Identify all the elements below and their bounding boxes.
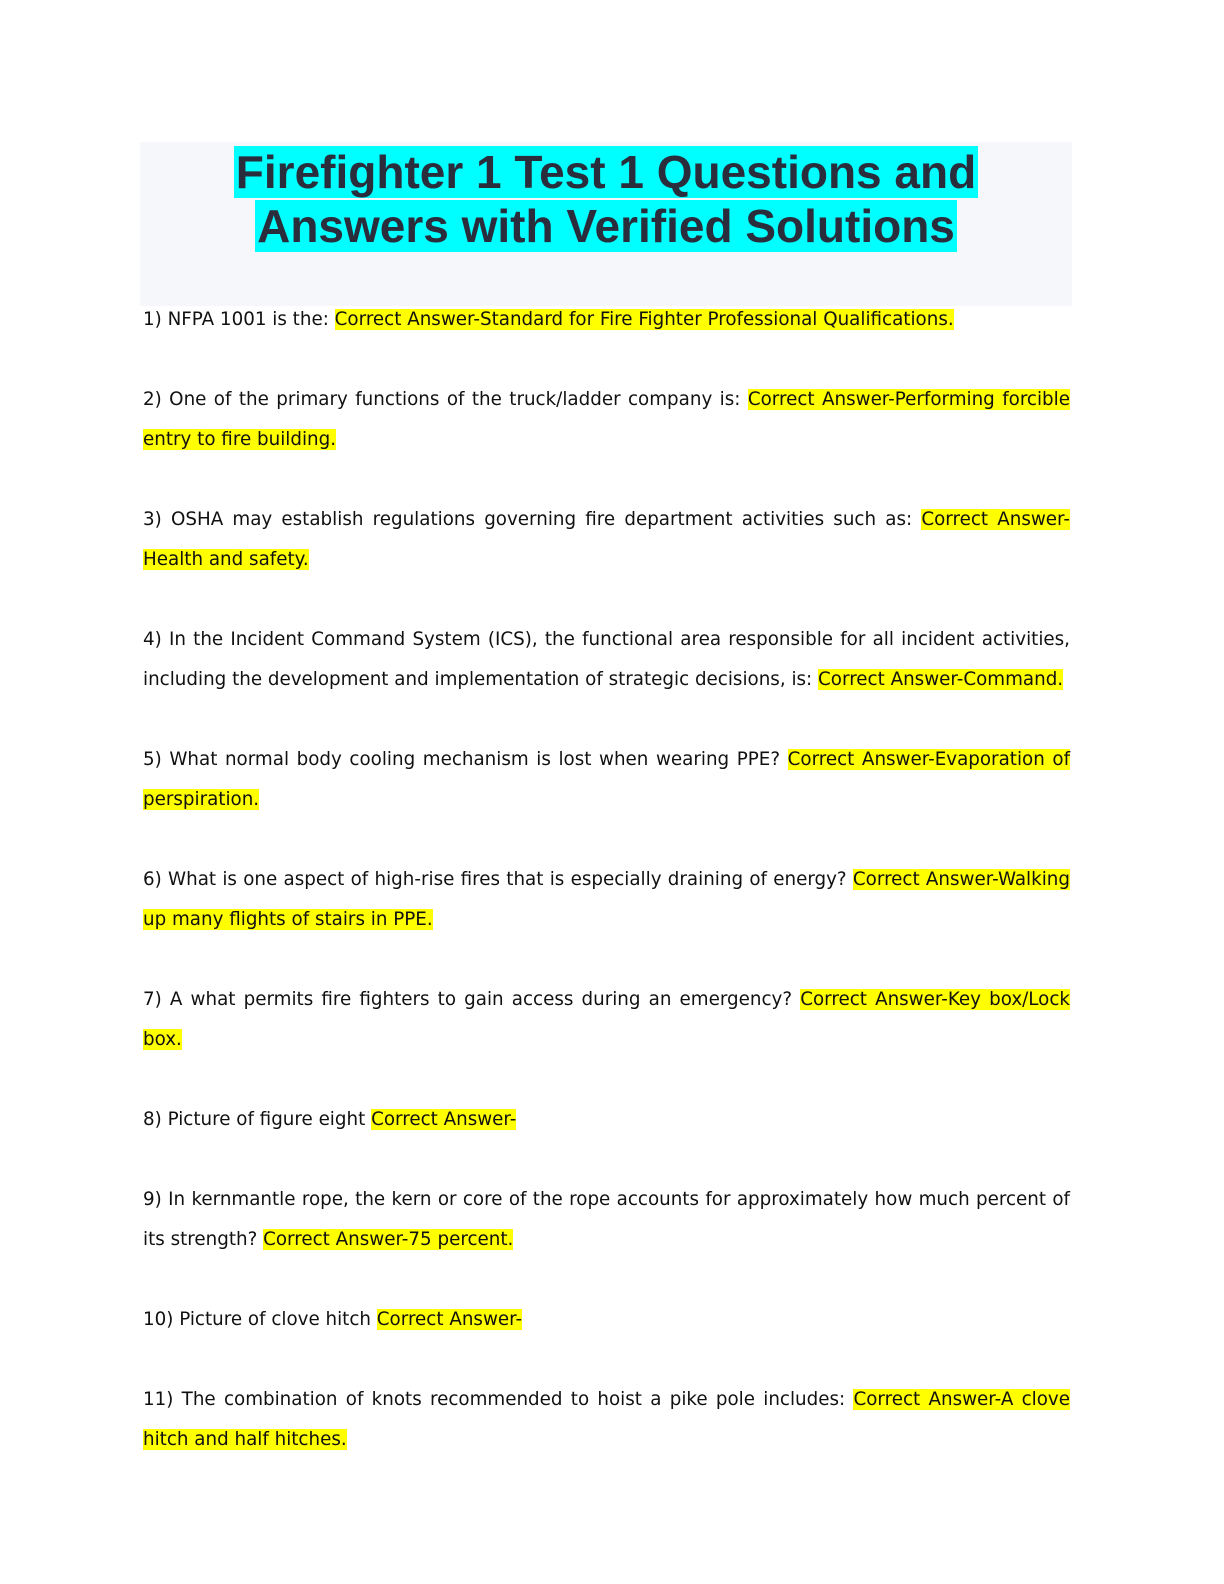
answer-text: Correct Answer-Key box/Lock box. (143, 989, 1070, 1050)
title-block (140, 142, 1072, 306)
question-text: 9) In kernmantle rope, the kern or core of the rope accounts for approximately how much percent of its strength? (143, 1189, 1070, 1250)
question-item-1 (143, 300, 1070, 340)
question-text: 10) Picture of clove hitch (143, 1309, 377, 1330)
question-item-11 (143, 1380, 1070, 1460)
question-item-8 (143, 1100, 1070, 1140)
question-text: 11) The combination of knots recommended to hoist a pike pole includes: (143, 1389, 854, 1410)
answer-text: Correct Answer-Standard for Fire Fighter Professional Qualifications. (334, 309, 954, 330)
question-list (143, 300, 1070, 1500)
question-item-5 (143, 740, 1070, 820)
answer-text: Correct Answer-A clove hitch and half hitches. (143, 1389, 1070, 1450)
title-line-2: Answers with Verified Solutions (257, 200, 955, 252)
question-item-9 (143, 1180, 1070, 1260)
answer-text: Correct Answer-Performing forcible entry to fire building. (143, 389, 1070, 450)
title-line-1: Firefighter 1 Test 1 Questions and (235, 146, 977, 198)
question-text: 3) OSHA may establish regulations governing fire department activities such as: (143, 509, 922, 530)
question-text: 7) A what permits fire fighters to gain access during an emergency? (143, 989, 801, 1010)
question-item-2 (143, 380, 1070, 460)
answer-text: Correct Answer-Command. (818, 669, 1064, 690)
question-text: 8) Picture of figure eight (143, 1109, 372, 1130)
question-text: 2) One of the primary functions of the truck/ladder company is: (143, 389, 748, 410)
answer-text: Correct Answer-Health and safety. (143, 509, 1071, 570)
question-text: 6) What is one aspect of high-rise fires that is especially draining of energy? (143, 869, 853, 890)
answer-text: Correct Answer-75 percent. (263, 1229, 514, 1250)
question-item-3 (143, 500, 1070, 580)
page-title (140, 142, 1072, 253)
question-text: 5) What normal body cooling mechanism is lost when wearing PPE? (143, 749, 788, 770)
question-text: 1) NFPA 1001 is the: (143, 309, 335, 330)
question-item-7 (143, 980, 1070, 1060)
question-item-4 (143, 620, 1070, 700)
answer-text: Correct Answer-Evaporation of perspiration. (143, 749, 1071, 810)
question-item-10 (143, 1300, 1070, 1340)
question-text: 4) In the Incident Command System (ICS), the functional area responsible for all incident activities, including the development and implementation of strategic decisions, is: (143, 629, 1070, 690)
answer-text: Correct Answer- (376, 1309, 523, 1330)
answer-text: Correct Answer-Walking up many flights of stairs in PPE. (143, 869, 1070, 930)
answer-text: Correct Answer- (371, 1109, 517, 1130)
question-item-6 (143, 860, 1070, 940)
